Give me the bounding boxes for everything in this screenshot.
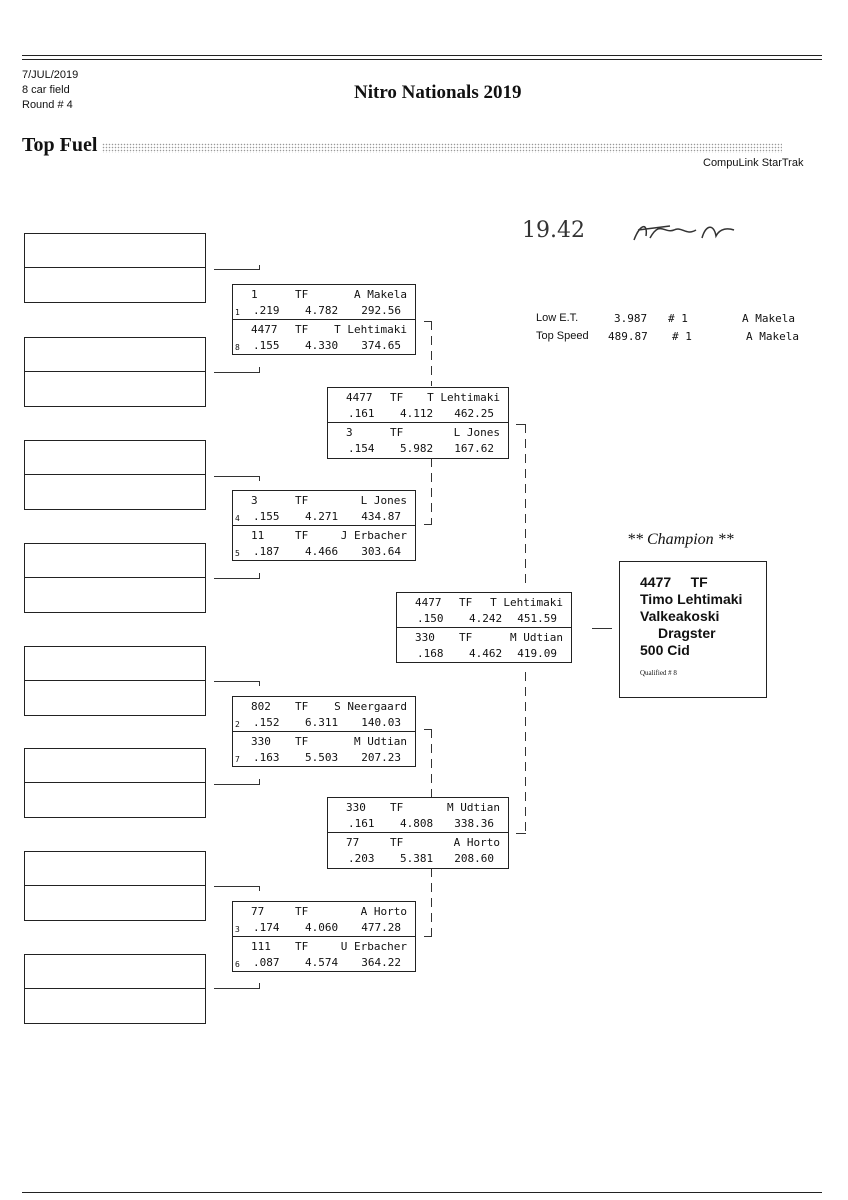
match-entry-bot bbox=[328, 832, 508, 867]
driver-name: T Lehtimaki bbox=[490, 596, 563, 609]
match-box-r1-1 bbox=[232, 284, 416, 355]
match-entry-top bbox=[233, 491, 415, 525]
reaction-time: .087 bbox=[253, 956, 280, 969]
match-box-r1-4 bbox=[232, 901, 416, 972]
car-number: 3 bbox=[346, 426, 353, 439]
connector bbox=[214, 988, 260, 989]
match-entry-top bbox=[233, 285, 415, 319]
car-number: 330 bbox=[415, 631, 435, 644]
car-class: TF bbox=[390, 836, 404, 849]
connector bbox=[214, 476, 260, 477]
elapsed-time: 4.782 bbox=[305, 304, 339, 317]
connector bbox=[259, 367, 260, 372]
elapsed-time: 4.330 bbox=[305, 339, 339, 352]
car-class: TF bbox=[295, 735, 309, 748]
entry-box-3 bbox=[24, 440, 206, 510]
match-box-r1-2 bbox=[232, 490, 416, 561]
reaction-time: .168 bbox=[417, 647, 444, 660]
car-class: TF bbox=[390, 391, 404, 404]
speed: 434.87 bbox=[361, 510, 401, 523]
top-speed-label: Top Speed bbox=[536, 330, 589, 342]
elapsed-time: 4.112 bbox=[400, 407, 434, 420]
connector bbox=[214, 784, 260, 785]
entry-box-8 bbox=[24, 954, 206, 1024]
driver-name: J Erbacher bbox=[340, 529, 407, 542]
top-speed-value: 489.87 bbox=[608, 330, 648, 343]
connector bbox=[431, 868, 432, 936]
match-entry-bot bbox=[233, 319, 415, 354]
connector bbox=[214, 681, 260, 682]
driver-name: T Lehtimaki bbox=[427, 391, 500, 404]
connector bbox=[214, 269, 260, 270]
match-entry-bot bbox=[233, 936, 415, 971]
reaction-time: .163 bbox=[253, 751, 280, 764]
top-speed-qual: # 1 bbox=[672, 330, 692, 343]
speed: 140.03 bbox=[361, 716, 401, 729]
car-number: 77 bbox=[346, 836, 360, 849]
driver-name: M Udtian bbox=[354, 735, 407, 748]
champion-body: Dragster bbox=[658, 625, 716, 641]
reaction-time: .187 bbox=[253, 545, 280, 558]
connector bbox=[259, 681, 260, 686]
car-number: 3 bbox=[251, 494, 258, 507]
match-entry-top bbox=[233, 697, 415, 731]
car-class: TF bbox=[459, 631, 473, 644]
connector bbox=[259, 779, 260, 784]
reaction-time: .161 bbox=[348, 817, 375, 830]
elapsed-time: 5.503 bbox=[305, 751, 339, 764]
match-entry-top bbox=[328, 388, 508, 422]
driver-name: M Udtian bbox=[447, 801, 500, 814]
handwritten-note: 19.42 bbox=[522, 218, 585, 243]
champion-city: Valkeakoski bbox=[640, 608, 720, 624]
lane-number: 6 bbox=[235, 960, 240, 969]
entry-box-4 bbox=[24, 543, 206, 613]
connector bbox=[592, 628, 612, 629]
lane-number: 7 bbox=[235, 755, 240, 764]
lane-number: 5 bbox=[235, 549, 240, 558]
match-entry-top bbox=[328, 798, 508, 832]
car-class: TF bbox=[295, 288, 309, 301]
driver-name: A Horto bbox=[360, 905, 407, 918]
speed: 462.25 bbox=[454, 407, 494, 420]
entry-box-7 bbox=[24, 851, 206, 921]
car-number: 4477 bbox=[346, 391, 373, 404]
car-number: 11 bbox=[251, 529, 265, 542]
connector bbox=[431, 321, 432, 386]
elapsed-time: 5.381 bbox=[400, 852, 434, 865]
driver-name: L Jones bbox=[453, 426, 500, 439]
elapsed-time: 4.271 bbox=[305, 510, 339, 523]
reaction-time: .203 bbox=[348, 852, 375, 865]
car-class: TF bbox=[295, 529, 309, 542]
elapsed-time: 5.982 bbox=[400, 442, 434, 455]
speed: 374.65 bbox=[361, 339, 401, 352]
elapsed-time: 4.462 bbox=[469, 647, 503, 660]
speed: 338.36 bbox=[454, 817, 494, 830]
entry-box-5 bbox=[24, 646, 206, 716]
speed: 207.23 bbox=[361, 751, 401, 764]
match-entry-bot bbox=[328, 422, 508, 457]
car-number: 330 bbox=[346, 801, 366, 814]
match-box-semi-1 bbox=[327, 387, 509, 459]
driver-name: A Makela bbox=[354, 288, 407, 301]
lane-number: 1 bbox=[235, 308, 240, 317]
speed: 419.09 bbox=[517, 647, 557, 660]
car-class: TF bbox=[390, 426, 404, 439]
speed: 477.28 bbox=[361, 921, 401, 934]
speed: 167.62 bbox=[454, 442, 494, 455]
reaction-time: .150 bbox=[417, 612, 444, 625]
speed: 451.59 bbox=[517, 612, 557, 625]
match-entry-bot bbox=[397, 627, 571, 662]
car-number: 77 bbox=[251, 905, 265, 918]
connector bbox=[525, 672, 526, 834]
car-number: 4477 bbox=[415, 596, 442, 609]
champion-car: 4477 TF bbox=[640, 574, 708, 590]
connector bbox=[214, 886, 260, 887]
entry-box-2 bbox=[24, 337, 206, 407]
connector bbox=[214, 372, 260, 373]
driver-name: A Horto bbox=[453, 836, 500, 849]
elapsed-time: 4.574 bbox=[305, 956, 339, 969]
car-number: 111 bbox=[251, 940, 271, 953]
page-title: Nitro Nationals 2019 bbox=[354, 82, 522, 103]
car-class: TF bbox=[295, 700, 309, 713]
driver-name: L Jones bbox=[360, 494, 407, 507]
dotted-leader bbox=[102, 143, 782, 153]
handwritten-signature bbox=[630, 216, 740, 246]
reaction-time: .154 bbox=[348, 442, 375, 455]
round-number: Round # 4 bbox=[22, 99, 73, 111]
top-speed-driver: A Makela bbox=[746, 330, 799, 343]
elapsed-time: 4.466 bbox=[305, 545, 339, 558]
car-number: 330 bbox=[251, 735, 271, 748]
reaction-time: .219 bbox=[253, 304, 280, 317]
car-number: 1 bbox=[251, 288, 258, 301]
match-entry-bot bbox=[233, 525, 415, 560]
lane-number: 4 bbox=[235, 514, 240, 523]
match-entry-top bbox=[233, 902, 415, 936]
driver-name: T Lehtimaki bbox=[334, 323, 407, 336]
speed: 208.60 bbox=[454, 852, 494, 865]
match-box-r1-3 bbox=[232, 696, 416, 767]
reaction-time: .161 bbox=[348, 407, 375, 420]
connector bbox=[214, 578, 260, 579]
entry-box-6 bbox=[24, 748, 206, 818]
lane-number: 3 bbox=[235, 925, 240, 934]
low-et-value: 3.987 bbox=[614, 312, 648, 325]
champion-box bbox=[619, 561, 767, 698]
reaction-time: .155 bbox=[253, 510, 280, 523]
car-class: TF bbox=[390, 801, 404, 814]
elapsed-time: 4.242 bbox=[469, 612, 503, 625]
low-et-driver: A Makela bbox=[742, 312, 795, 325]
elapsed-time: 4.808 bbox=[400, 817, 434, 830]
reaction-time: .155 bbox=[253, 339, 280, 352]
match-box-final bbox=[396, 592, 572, 663]
driver-name: U Erbacher bbox=[340, 940, 407, 953]
connector bbox=[259, 573, 260, 578]
field-size: 8 car field bbox=[22, 84, 70, 96]
match-box-semi-2 bbox=[327, 797, 509, 869]
car-class: TF bbox=[459, 596, 473, 609]
connector bbox=[516, 833, 526, 834]
top-rule bbox=[22, 55, 822, 56]
reaction-time: .174 bbox=[253, 921, 280, 934]
bottom-rule bbox=[22, 1192, 822, 1193]
event-info bbox=[22, 68, 78, 113]
connector bbox=[259, 265, 260, 270]
elapsed-time: 4.060 bbox=[305, 921, 339, 934]
elapsed-time: 6.311 bbox=[305, 716, 339, 729]
connector bbox=[525, 424, 526, 589]
brand-label: CompuLink StarTrak bbox=[703, 157, 804, 169]
car-class: TF bbox=[295, 494, 309, 507]
connector bbox=[424, 936, 432, 937]
car-class: TF bbox=[295, 940, 309, 953]
match-entry-top bbox=[397, 593, 571, 627]
event-date: 7/JUL/2019 bbox=[22, 69, 79, 81]
connector bbox=[259, 476, 260, 481]
lane-number: 2 bbox=[235, 720, 240, 729]
speed: 292.56 bbox=[361, 304, 401, 317]
speed: 364.22 bbox=[361, 956, 401, 969]
car-class: TF bbox=[295, 323, 309, 336]
connector bbox=[431, 729, 432, 797]
class-title: Top Fuel bbox=[22, 134, 98, 156]
connector bbox=[431, 458, 432, 524]
top-rule-2 bbox=[22, 59, 822, 60]
match-entry-bot bbox=[233, 731, 415, 766]
champion-label: ** Champion ** bbox=[627, 531, 734, 548]
champion-engine: 500 Cid bbox=[640, 642, 690, 658]
car-class: TF bbox=[295, 905, 309, 918]
connector bbox=[259, 886, 260, 891]
champion-qualified: Qualified # 8 bbox=[640, 669, 677, 677]
connector bbox=[424, 524, 432, 525]
reaction-time: .152 bbox=[253, 716, 280, 729]
car-number: 802 bbox=[251, 700, 271, 713]
driver-name: S Neergaard bbox=[334, 700, 407, 713]
car-number: 4477 bbox=[251, 323, 278, 336]
driver-name: M Udtian bbox=[510, 631, 563, 644]
champion-driver: Timo Lehtimaki bbox=[640, 591, 743, 607]
lane-number: 8 bbox=[235, 343, 240, 352]
low-et-label: Low E.T. bbox=[536, 312, 579, 324]
connector bbox=[259, 983, 260, 988]
entry-box-1 bbox=[24, 233, 206, 303]
low-et-qual: # 1 bbox=[668, 312, 688, 325]
speed: 303.64 bbox=[361, 545, 401, 558]
